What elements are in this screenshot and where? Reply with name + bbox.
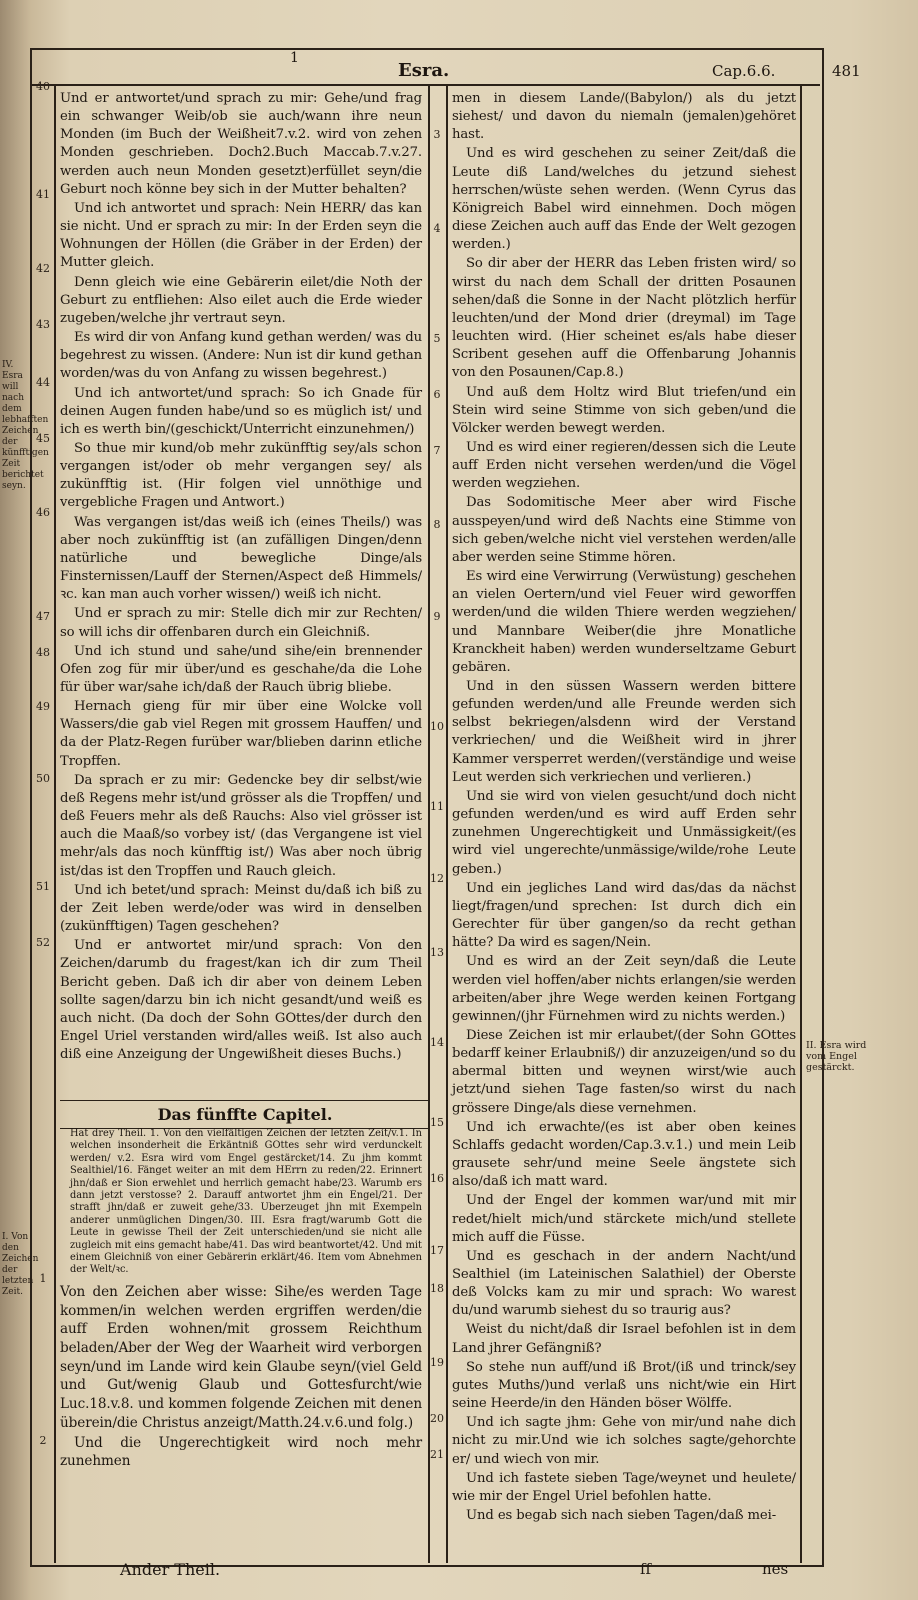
paragraph: men in diesem Lande/(Babylon/) als du jetzt siehest/ und davon du niemaln (jemalen)gehöret hast. — [452, 91, 796, 143]
paragraph: Und in den süssen Wassern werden bittere gefunden werden/und alle Freunde werden sich selbst bekriegen/alsdenn wird der Verstand verkriechen/ und die Weißheit wird in jhrer Kammer versperret werden/(verständige und weise Leut werden sich verkriechen und verlieren.) — [452, 679, 796, 785]
verse-number: 52 — [36, 936, 50, 949]
right-margin-rule — [800, 86, 802, 1563]
paragraph: Und es begab sich nach sieben Tagen/daß mei- — [466, 1508, 777, 1524]
paragraph: Und auß dem Holtz wird Blut triefen/und ein Stein wird seine Stimme von sich geben/und die Völcker werden bewegt werden. — [452, 384, 796, 436]
verse-number: 21 — [430, 1448, 444, 1461]
paragraph: Und ich stund und sahe/und sihe/ein brennender Ofen zog für mir über/und es geschahe/da die Lohe für über war/sahe ich/daß der Rauch übrig bliebe. — [60, 643, 422, 695]
verse-number: 18 — [430, 1282, 444, 1295]
signature-mark: ſſ — [640, 1560, 652, 1578]
paragraph: Und es wird geschehen zu seiner Zeit/daß die Leute diß Land/welches du jetzund siehest herrschen/wüste sehen werden. (Wenn Cyrus das Königreich Babel wird einnehmen. Doch mögen diese Zeichen auch auff das Ende der Welt gezogen werden.) — [452, 146, 796, 253]
paragraph: Von den Zeichen aber wisse: Sihe/es werden Tage kommen/in welchen werden ergriffen werden/die auff Erden wohnen/mit grossem Reichthum beladen/Aber der Weg der Waarheit wird verborgen seyn/und im Lande wird kein Glaube seyn/(viel Geld und Gut/wenig Glaub und Gottesfurcht/wie Luc.18.v.8. und kommen folgende Zeichen mit denen überein/die Christus anzeigt/Matth.24.v.6.und folg.) — [60, 1283, 422, 1431]
column-divider-rule-2 — [446, 86, 448, 1563]
paragraph: So dir aber der HERR das Leben fristen wird/ so wirst du nach dem Schall der dritten Posaunen sehen/daß die Sonne in der Nacht plötzlich herfür leuchten/und der Mond drier (dreymal) im Tage leuchten wird. (Hier scheinet es/als habe dieser Scribent gesehen auff die Offenbarung Johannis von den Posaunen/Cap.8.) — [452, 256, 796, 381]
footer-section-label: Ander Theil. — [120, 1560, 221, 1579]
paragraph: Und er antwortet mir/und sprach: Von den Zeichen/darumb du fragest/kan ich dir zum Theil Bericht geben. Daß ich dir aber von deinem Leben sollte sagen/darzu bin ich nicht gesandt/und weiß es auch nicht. (Da doch der Sohn GOttes/der durch den Engel Uriel verstanden wird/alles weiß. Ist also auch diß eine Anzeigung der Ungewißheit dieses Buchs.) — [60, 938, 422, 1063]
paragraph: Und ein jegliches Land wird das/das da nächst liegt/fragen/und sprechen: Ist durch dich ein Gerechter für über gangen/so da recht gethan hätte? Da wird es sagen/Nein. — [452, 880, 796, 951]
verse-number: 3 — [433, 128, 441, 141]
paragraph: Das Sodomitische Meer aber wird Fische ausspeyen/und wird deß Nachts eine Stimme von sich geben/welche nicht viel verstehen werden/alle aber werden seine Stimme hören. — [452, 495, 796, 565]
verse-number: 41 — [36, 188, 50, 201]
verse-number: 45 — [36, 432, 50, 445]
verse-number: 20 — [430, 1412, 444, 1425]
left-column — [60, 90, 422, 1065]
margin-note: I. Von den Zeichen der letzten Zeit. — [2, 1232, 39, 1297]
verse-number: 46 — [36, 506, 50, 519]
verse-number: 50 — [36, 772, 50, 785]
verse-number: 10 — [430, 720, 444, 733]
paragraph: Was vergangen ist/das weiß ich (eines Theils/) was aber noch zukünfftig ist (an zufälligen Dingen/denn natürliche und bewegliche Dinge/als Finsternissen/Lauff der Sternen/Aspect deß Himmels/ꝛc. kan man auch vorher wissen/) weiß ich nicht. — [60, 514, 422, 603]
verse-number: 42 — [36, 262, 50, 275]
verse-number: 48 — [36, 646, 50, 659]
column-divider-rule — [428, 86, 430, 1563]
chapter-title: Das fünffte Capitel. — [60, 1100, 430, 1129]
paragraph: Und er sprach zu mir: Stelle dich mir zur Rechten/ so will ichs dir offenbaren durch ein Gleichniß. — [60, 606, 422, 640]
verse-number: 17 — [430, 1244, 444, 1257]
header-mark: 1 — [290, 50, 299, 66]
paragraph: Weist du nicht/daß dir Israel befohlen ist in dem Land jhrer Gefängniß? — [452, 1322, 796, 1356]
verse-number: 5 — [433, 332, 441, 345]
paragraph: Und die Ungerechtigkeit wird noch mehr zunehmen — [60, 1434, 422, 1470]
margin-note: IV. Esra will nach dem lebhafften Zeichen der künfftigen Zeit berichtet seyn. — [2, 360, 49, 491]
verse-number: 7 — [433, 444, 441, 457]
paragraph: Und er antwortet/und sprach zu mir: Gehe/und frag ein schwanger Weib/ob sie auch/wann ihre neun Monden (im Buch der Weißheit7.v.2. wird von zehen Monden geschrieben. Doch2.Buch Maccab.7.v.27. werden auch neun Monden gesetzt)erfüllet seyn/die Geburt noch könne bey sich in der Mutter behalten? — [60, 91, 422, 197]
paragraph: So thue mir kund/ob mehr zukünfftig sey/als schon vergangen ist/oder ob mehr vergangen sey/ als zukünfftig ist. (Hir folgen viel unnöthige und vergebliche Fragen und Antwort.) — [60, 440, 422, 511]
paragraph: Und ich sagte jhm: Gehe von mir/und nahe dich nicht zu mir.Und wie ich solches sagte/gehorchte er/ und wiech von mir. — [452, 1415, 796, 1467]
verse-number: 11 — [430, 800, 444, 813]
verse-number: 19 — [430, 1356, 444, 1369]
paragraph: Und ich fastete sieben Tage/weynet und heulete/ wie mir der Engel Uriel befohlen hatte. — [452, 1470, 796, 1504]
chapter-text — [60, 1283, 422, 1472]
paragraph: Diese Zeichen ist mir erlaubet/(der Sohn GOttes bedarff keiner Erlaubniß/) dir anzuzeigen/und so du abermal bitten und weynen wirst/wie auch jetzt/und siehen Tage fasten/so wirst du nach grössere Dinge/als diese vernehmen. — [452, 1027, 796, 1116]
verse-number: 49 — [36, 700, 50, 713]
paragraph: Es wird eine Verwirrung (Verwüstung) geschehen an vielen Oertern/und viel Feuer wird geworffen werden/und die wilden Thiere werden wegziehen/ und Mannbare Weiber(die jhre Monatliche Kranckheit haben) werden wunderseltzame Geburt gebären. — [452, 569, 796, 675]
margin-note: II. Esra wird vom Engel gestärckt. — [806, 1040, 867, 1073]
verse-number: 1 — [39, 1272, 47, 1285]
left-margin-rule — [54, 86, 56, 1563]
verse-number: 2 — [39, 1434, 47, 1447]
paragraph: Und ich antwortet/und sprach: So ich Gnade für deinen Augen funden habe/und so es müglich ist/ und ich es werth bin/(geschickt/Unterricht einzunehmen/) — [60, 385, 422, 437]
verse-number: 43 — [36, 318, 50, 331]
chapter-summary: Hat drey Theil. 1. Von den vielfältigen Zeichen der letzten Zeit/v.1. In welchen insonderheit die Erkäntniß GOttes sehr wird verdunckelt werden/ v.2. Esra wird vom Engel gestärcket/14. Zu jhm kommt Sealthiel/16. Fänget weiter an mit dem HErrn zu reden/22. Erinnert jhn/daß er Sion erwehlet und herrlich gemacht habe/23. Warumb ers dann jetzt verstosse? 2. Darauff antwortet jhm ein Engel/21. Der strafft jhn/daß er zuweit gehe/33. Uberzeuget jhn mit Exempeln anderer unmüglichen Dingen/30. III. Esra fragt/warumb Gott die Leute in gewisse Theil der Zeit unterschieden/und sie nicht alle zugleich mit eins gemacht habe/41. Das wird beantwortet/42. Und mit einem Gleichniß von einer Gebärerin erklärt/46. Item vom Abnehmen der Welt/ꝛc. — [70, 1128, 422, 1276]
paragraph: Und ich antwortet und sprach: Nein HERR/ das kan sie nicht. Und er sprach zu mir: In der Erden seyn die Wohnungen der Höllen (die Gräber in der Erden) der Mutter gleich. — [60, 200, 422, 271]
paragraph: Und es wird an der Zeit seyn/daß die Leute werden viel hoffen/aber nichts erlangen/sie werden arbeiten/aber jhre Wege werden keinen Fortgang gewinnen/(jhr Fürnehmen wird zu nichts werden.) — [452, 954, 796, 1024]
paragraph: Und ich betet/und sprach: Meinst du/daß ich biß zu der Zeit leben werde/oder was wird in denselben (zukünfftigen) Tagen geschehen? — [60, 882, 422, 935]
verse-number: 47 — [36, 610, 50, 623]
paragraph: Denn gleich wie eine Gebärerin eilet/die Noth der Geburt zu entfliehen: Also eilet auch die Erde wieder zugeben/welche jhr vertraut seyn. — [60, 274, 422, 326]
paragraph: So stehe nun auff/und iß Brot/(iß und trinck/sey gutes Muths/)und verlaß uns nicht/wie ein Hirt seine Heerde/in den Händen böser Wölffe. — [452, 1359, 796, 1412]
verse-number: 8 — [433, 518, 441, 531]
verse-number: 9 — [433, 610, 441, 623]
verse-number: 44 — [36, 376, 50, 389]
catchword: nes — [762, 1560, 789, 1578]
paragraph: Und ich erwachte/(es ist aber oben keines Schlaffs gedacht worden/Cap.3.v.1.) und mein Leib grausete sehr/und meine Seele ängstete sich also/daß ich matt ward. — [452, 1119, 796, 1190]
verse-number: 4 — [433, 222, 441, 235]
paragraph: Und es geschach in der andern Nacht/und Sealthiel (im Lateinischen Salathiel) der Oberste deß Volcks kam zu mir und sprach: Wo warest du/und warumb siehest du so traurig aus? — [452, 1248, 796, 1319]
right-column — [452, 90, 796, 1526]
paragraph: Und es wird einer regieren/dessen sich die Leute auff Erden nicht versehen werden/und die Vögel werden wegziehen. — [452, 439, 796, 492]
running-head: Esra. — [398, 60, 450, 81]
page-number: 481 — [832, 62, 861, 80]
paragraph: Es wird dir von Anfang kund gethan werden/ was du begehrest zu wissen. (Andere: Nun ist dir kund gethan worden/was du von Anfang zu wissen begehrest.) — [60, 330, 422, 382]
verse-number: 13 — [430, 946, 444, 959]
header-rule — [30, 84, 820, 86]
verse-number: 14 — [430, 1036, 444, 1049]
paragraph: Hernach gieng für mir über eine Wolcke voll Wassers/die gab viel Regen mit grossem Hauffen/ und da der Platz-Regen furüber war/blieben darinn etliche Tropffen. — [60, 699, 422, 769]
verse-number: 12 — [430, 872, 444, 885]
verse-number: 15 — [430, 1116, 444, 1129]
chapter-reference: Cap.6.6. — [712, 62, 776, 80]
verse-number: 6 — [433, 388, 441, 401]
paragraph: Da sprach er zu mir: Gedencke bey dir selbst/wie deß Regens mehr ist/und grösser als die Tropffen/ und deß Feuers mehr als deß Rauchs: Also viel grösser ist auch die Maaß/so vorbey ist/ (das Vergangene ist viel mehr/als das noch künfftig ist/) Was aber noch übrig ist/das ist den Tropffen und Rauch gleich. — [60, 772, 422, 879]
paragraph: Und sie wird von vielen gesucht/und doch nicht gefunden werden/und es wird auff Erden sehr zunehmen Ungerechtigkeit und Unmässigkeit/(es wird viel ungerechte/unmässige/wilde/rohe Leute geben.) — [452, 788, 796, 877]
paragraph: Und der Engel der kommen war/und mit mir redet/hielt mich/und stärckete mich/und stellete mich auff die Füsse. — [452, 1193, 796, 1245]
verse-number: 16 — [430, 1172, 444, 1185]
verse-number: 40 — [36, 80, 50, 93]
verse-number: 51 — [36, 880, 50, 893]
